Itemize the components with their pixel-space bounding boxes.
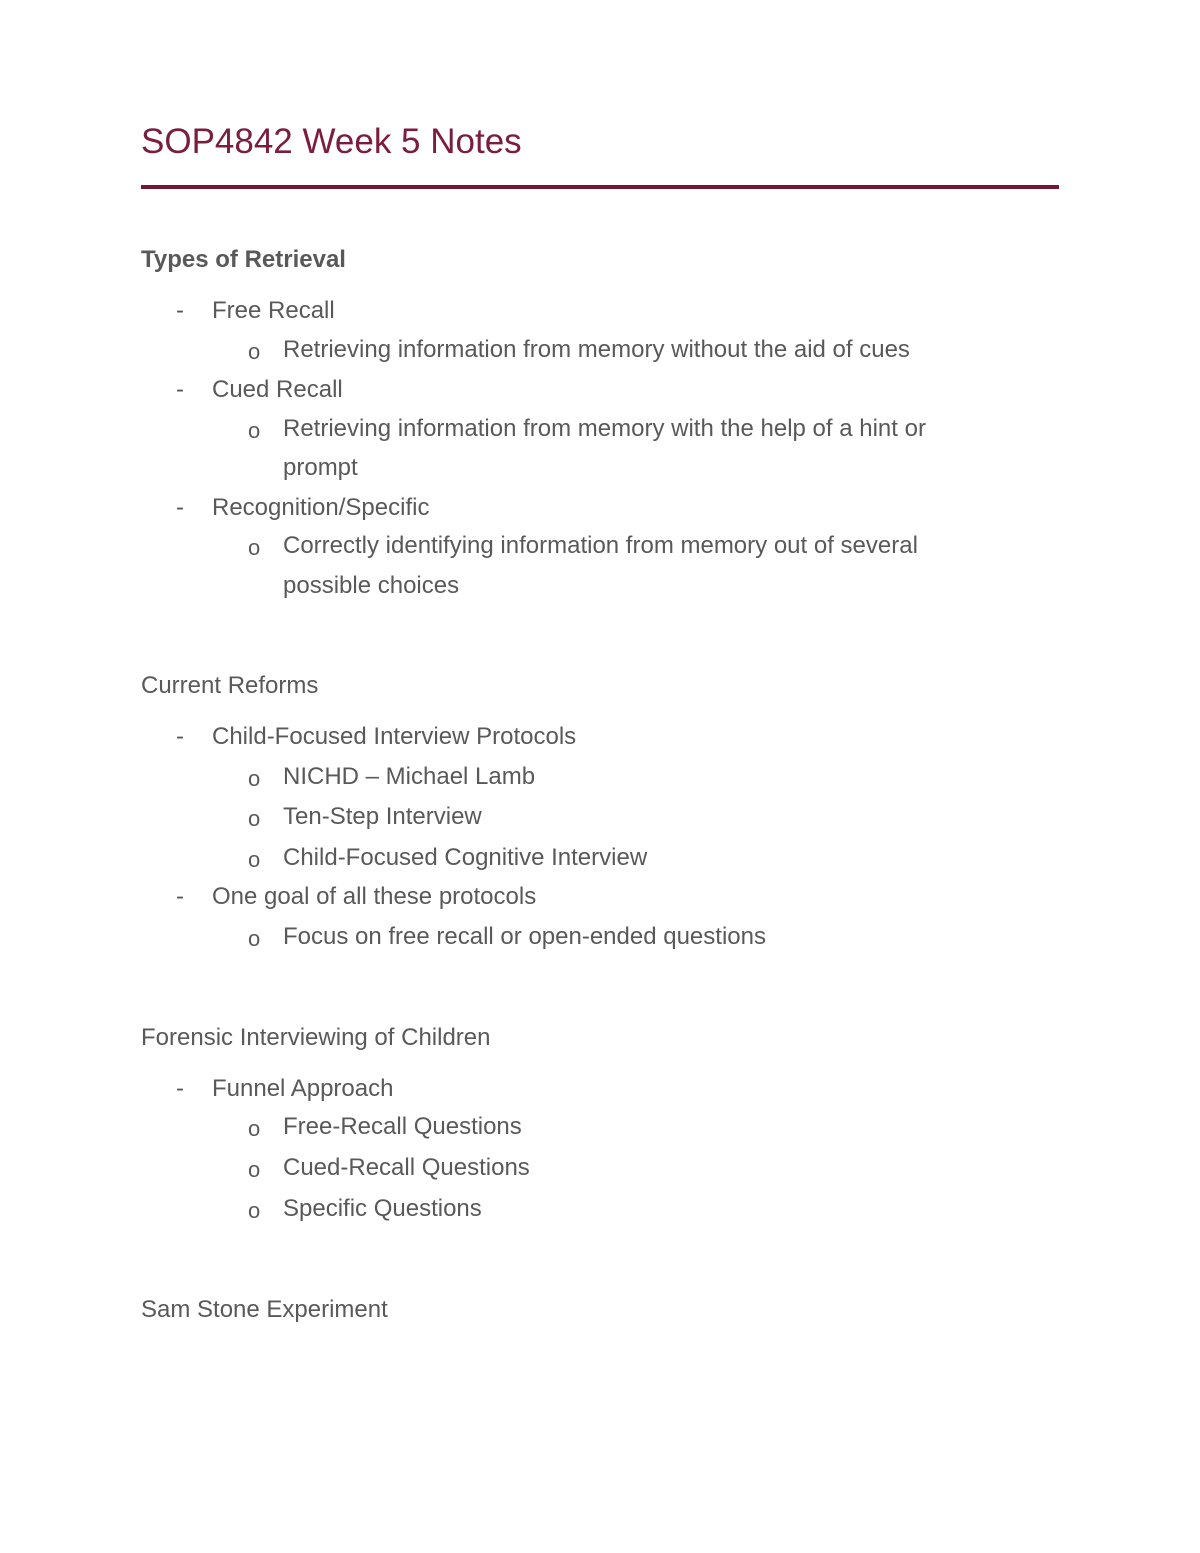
- title-underline: [141, 185, 1059, 189]
- section-heading-sam-stone: Sam Stone Experiment: [141, 1296, 388, 1323]
- dash-bullet: -: [176, 494, 184, 521]
- sub-list-item: [248, 530, 918, 562]
- sub-list-item-text: Focus on free recall or open-ended questions: [283, 923, 766, 950]
- list-item-label: One goal of all these protocols: [212, 883, 537, 910]
- sub-list-item-text: possible choices: [283, 572, 460, 599]
- section-heading-current-reforms: Current Reforms: [141, 672, 319, 699]
- circle-bullet: o: [248, 926, 261, 951]
- list-item-label: Free Recall: [212, 297, 335, 324]
- list-item-label: Cued Recall: [212, 376, 343, 403]
- sub-list-item-text: NICHD – Michael Lamb: [283, 763, 536, 790]
- dash-bullet: -: [176, 297, 184, 324]
- section-heading-types-of-retrieval: Types of Retrieval: [141, 246, 346, 273]
- sub-list-item: [248, 801, 482, 833]
- sub-list-item-text: Ten-Step Interview: [283, 803, 482, 830]
- sub-list-item: [248, 842, 648, 874]
- sub-list-item-text: Retrieving information from memory without the aid of cues: [283, 336, 910, 363]
- sub-list-item: [248, 1193, 482, 1225]
- list-item-label: Child-Focused Interview Protocols: [212, 723, 577, 750]
- list-item: [176, 295, 335, 327]
- dash-bullet: -: [176, 883, 184, 910]
- circle-bullet: o: [248, 847, 261, 872]
- document-title: SOP4842 Week 5 Notes: [141, 122, 522, 161]
- sub-list-item: [248, 921, 766, 953]
- circle-bullet: o: [248, 1198, 261, 1223]
- circle-bullet: o: [248, 1116, 261, 1141]
- sub-list-item-text: Correctly identifying information from memory out of several: [283, 532, 918, 559]
- sub-list-item-text: Retrieving information from memory with the help of a hint or: [283, 415, 926, 442]
- sub-list-item: [248, 413, 926, 445]
- list-item: [176, 374, 343, 406]
- dash-bullet: -: [176, 723, 184, 750]
- circle-bullet: o: [248, 418, 261, 443]
- circle-bullet: o: [248, 535, 261, 560]
- sub-list-item: [248, 1152, 530, 1184]
- list-item-label: Recognition/Specific: [212, 494, 430, 521]
- dash-bullet: -: [176, 376, 184, 403]
- list-item: [176, 721, 577, 753]
- list-item: [176, 1073, 394, 1105]
- section-heading-forensic-interviewing: Forensic Interviewing of Children: [141, 1024, 491, 1051]
- dash-bullet: -: [176, 1075, 184, 1102]
- sub-list-item: [248, 334, 910, 366]
- sub-list-item: [248, 761, 536, 793]
- circle-bullet: o: [248, 766, 261, 791]
- sub-list-item-text: Specific Questions: [283, 1195, 482, 1222]
- list-item-label: Funnel Approach: [212, 1075, 394, 1102]
- sub-list-item-continuation: [283, 570, 459, 602]
- sub-list-item-text: Cued-Recall Questions: [283, 1154, 530, 1181]
- sub-list-item-text: Free-Recall Questions: [283, 1113, 522, 1140]
- list-item: [176, 492, 430, 524]
- sub-list-item: [248, 1111, 522, 1143]
- sub-list-item-text: prompt: [283, 454, 358, 481]
- circle-bullet: o: [248, 1157, 261, 1182]
- circle-bullet: o: [248, 339, 261, 364]
- sub-list-item-text: Child-Focused Cognitive Interview: [283, 844, 648, 871]
- circle-bullet: o: [248, 806, 261, 831]
- list-item: [176, 881, 537, 913]
- sub-list-item-continuation: [283, 452, 358, 484]
